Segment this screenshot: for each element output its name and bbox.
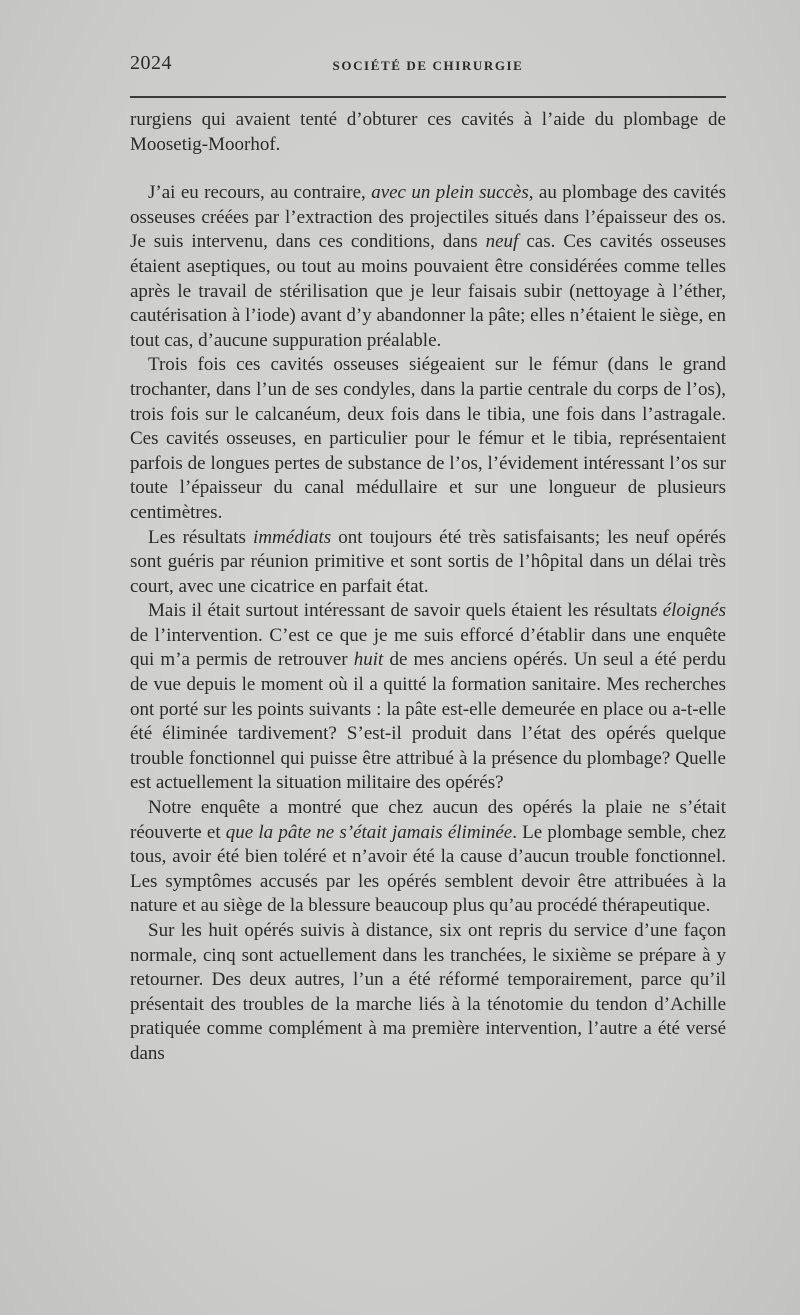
paragraph bbox=[130, 599, 726, 796]
page-number: 2024 bbox=[130, 52, 172, 74]
header-rule bbox=[130, 96, 726, 98]
text-run: , au plombage des cavités osseuses créées par l’extraction des projectiles situés dans l’épaisseur des os. Je suis intervenu, dans ces conditions, dans bbox=[130, 182, 726, 253]
text-run: Mais il était surtout intéressant de savoir quels étaient les résultats bbox=[148, 600, 663, 622]
italic-text: immédiats bbox=[253, 526, 332, 548]
italic-text: éloignés bbox=[662, 600, 726, 622]
text-run: de l’intervention. C’est ce que je me suis efforcé d’établir dans une enquête qui m’a permis de retrouver bbox=[130, 624, 726, 671]
paragraph bbox=[130, 526, 726, 600]
text-run: J’ai eu recours, au contraire, bbox=[148, 182, 372, 204]
text-run: rurgiens qui avaient tenté d’obturer ces cavités à l’aide du plombage de Moosetig-Moorhof. bbox=[130, 109, 726, 155]
italic-text: avec un plein succès bbox=[371, 182, 529, 204]
italic-text: neuf bbox=[485, 231, 519, 253]
paragraph bbox=[130, 353, 726, 525]
page-header bbox=[130, 50, 726, 80]
italic-text: huit bbox=[353, 649, 384, 671]
text-run: Sur les huit opérés suivis à distance, six ont repris du service d’une façon normale, cinq sont actuellement dans les tranchées, le sixième se prépare à y retourner. Des deux autres, l’un a été réformé temporairement, parce qu’il présentait des troubles de la marche liés à la ténotomie du tendon d’Achille pratiquée comme complément à ma première intervention, l’autre a été versé dans bbox=[130, 920, 726, 1064]
text-run: de mes anciens opérés. Un seul a été perdu de vue depuis le moment où il a quitté la formation sanitaire. Mes recherches ont porté sur les points suivants : la pâte est-elle demeurée en place ou a-t-elle été éliminée tardivement? S’est-il produit dans l’état des opérés quelque trouble fonctionnel qui puisse être attribué à la présence du plombage? Quelle est actuellement la situation militaire des opérés? bbox=[130, 649, 727, 794]
text-run: ont toujours été très satisfaisants; les neuf opérés sont guéris par réunion primitive et sont sortis de l’hôpital dans un délai très court, avec une cicatrice en parfait état. bbox=[130, 526, 726, 597]
paragraph bbox=[130, 919, 726, 1067]
italic-text: que la pâte ne s’était jamais éliminée bbox=[225, 821, 513, 843]
text-run: . Le plombage semble, chez tous, avoir été bien toléré et n’avoir été la cause d’aucun trouble fonctionnel. Les symptômes accusés par les opérés semblent devoir être attribuées à la nature et au siège de la blessure beaucoup plus qu’au procédé thérapeutique. bbox=[130, 821, 726, 917]
text-run: cas. Ces cavités osseuses étaient aseptiques, ou tout au moins pouvaient être considérées comme telles après le travail de stérilisation que je leur faisais subir (nettoyage à l’éther, cautérisation à l’iode) avant d’y abandonner la pâte; elles n’étaient le siège, en tout cas, d’aucune suppuration préalable. bbox=[130, 231, 726, 351]
paragraph bbox=[130, 181, 726, 353]
running-title: SOCIÉTÉ DE CHIRURGIE bbox=[332, 58, 524, 73]
paragraph bbox=[130, 108, 726, 157]
text-run: Les résultats bbox=[148, 526, 254, 548]
paragraph bbox=[130, 796, 726, 919]
body-text bbox=[130, 108, 726, 1067]
text-run: Notre enquête a montré que chez aucun des opérés la plaie ne s’était réouverte et bbox=[130, 797, 726, 843]
text-run: Trois fois ces cavités osseuses siégeaient sur le fémur (dans le grand trochanter, dans l’un de ses condyles, dans la partie centrale du corps de l’os), trois fois sur le calcanéum, deux fois dans le tibia, une fois dans l’astragale. Ces cavités osseuses, en particulier pour le fémur et le tibia, représentaient parfois de longues pertes de substance de l’os, l’évidement intéressant l’os sur toute l’épaisseur du canal médullaire et sur une longueur de plusieurs centimètres. bbox=[130, 354, 726, 523]
